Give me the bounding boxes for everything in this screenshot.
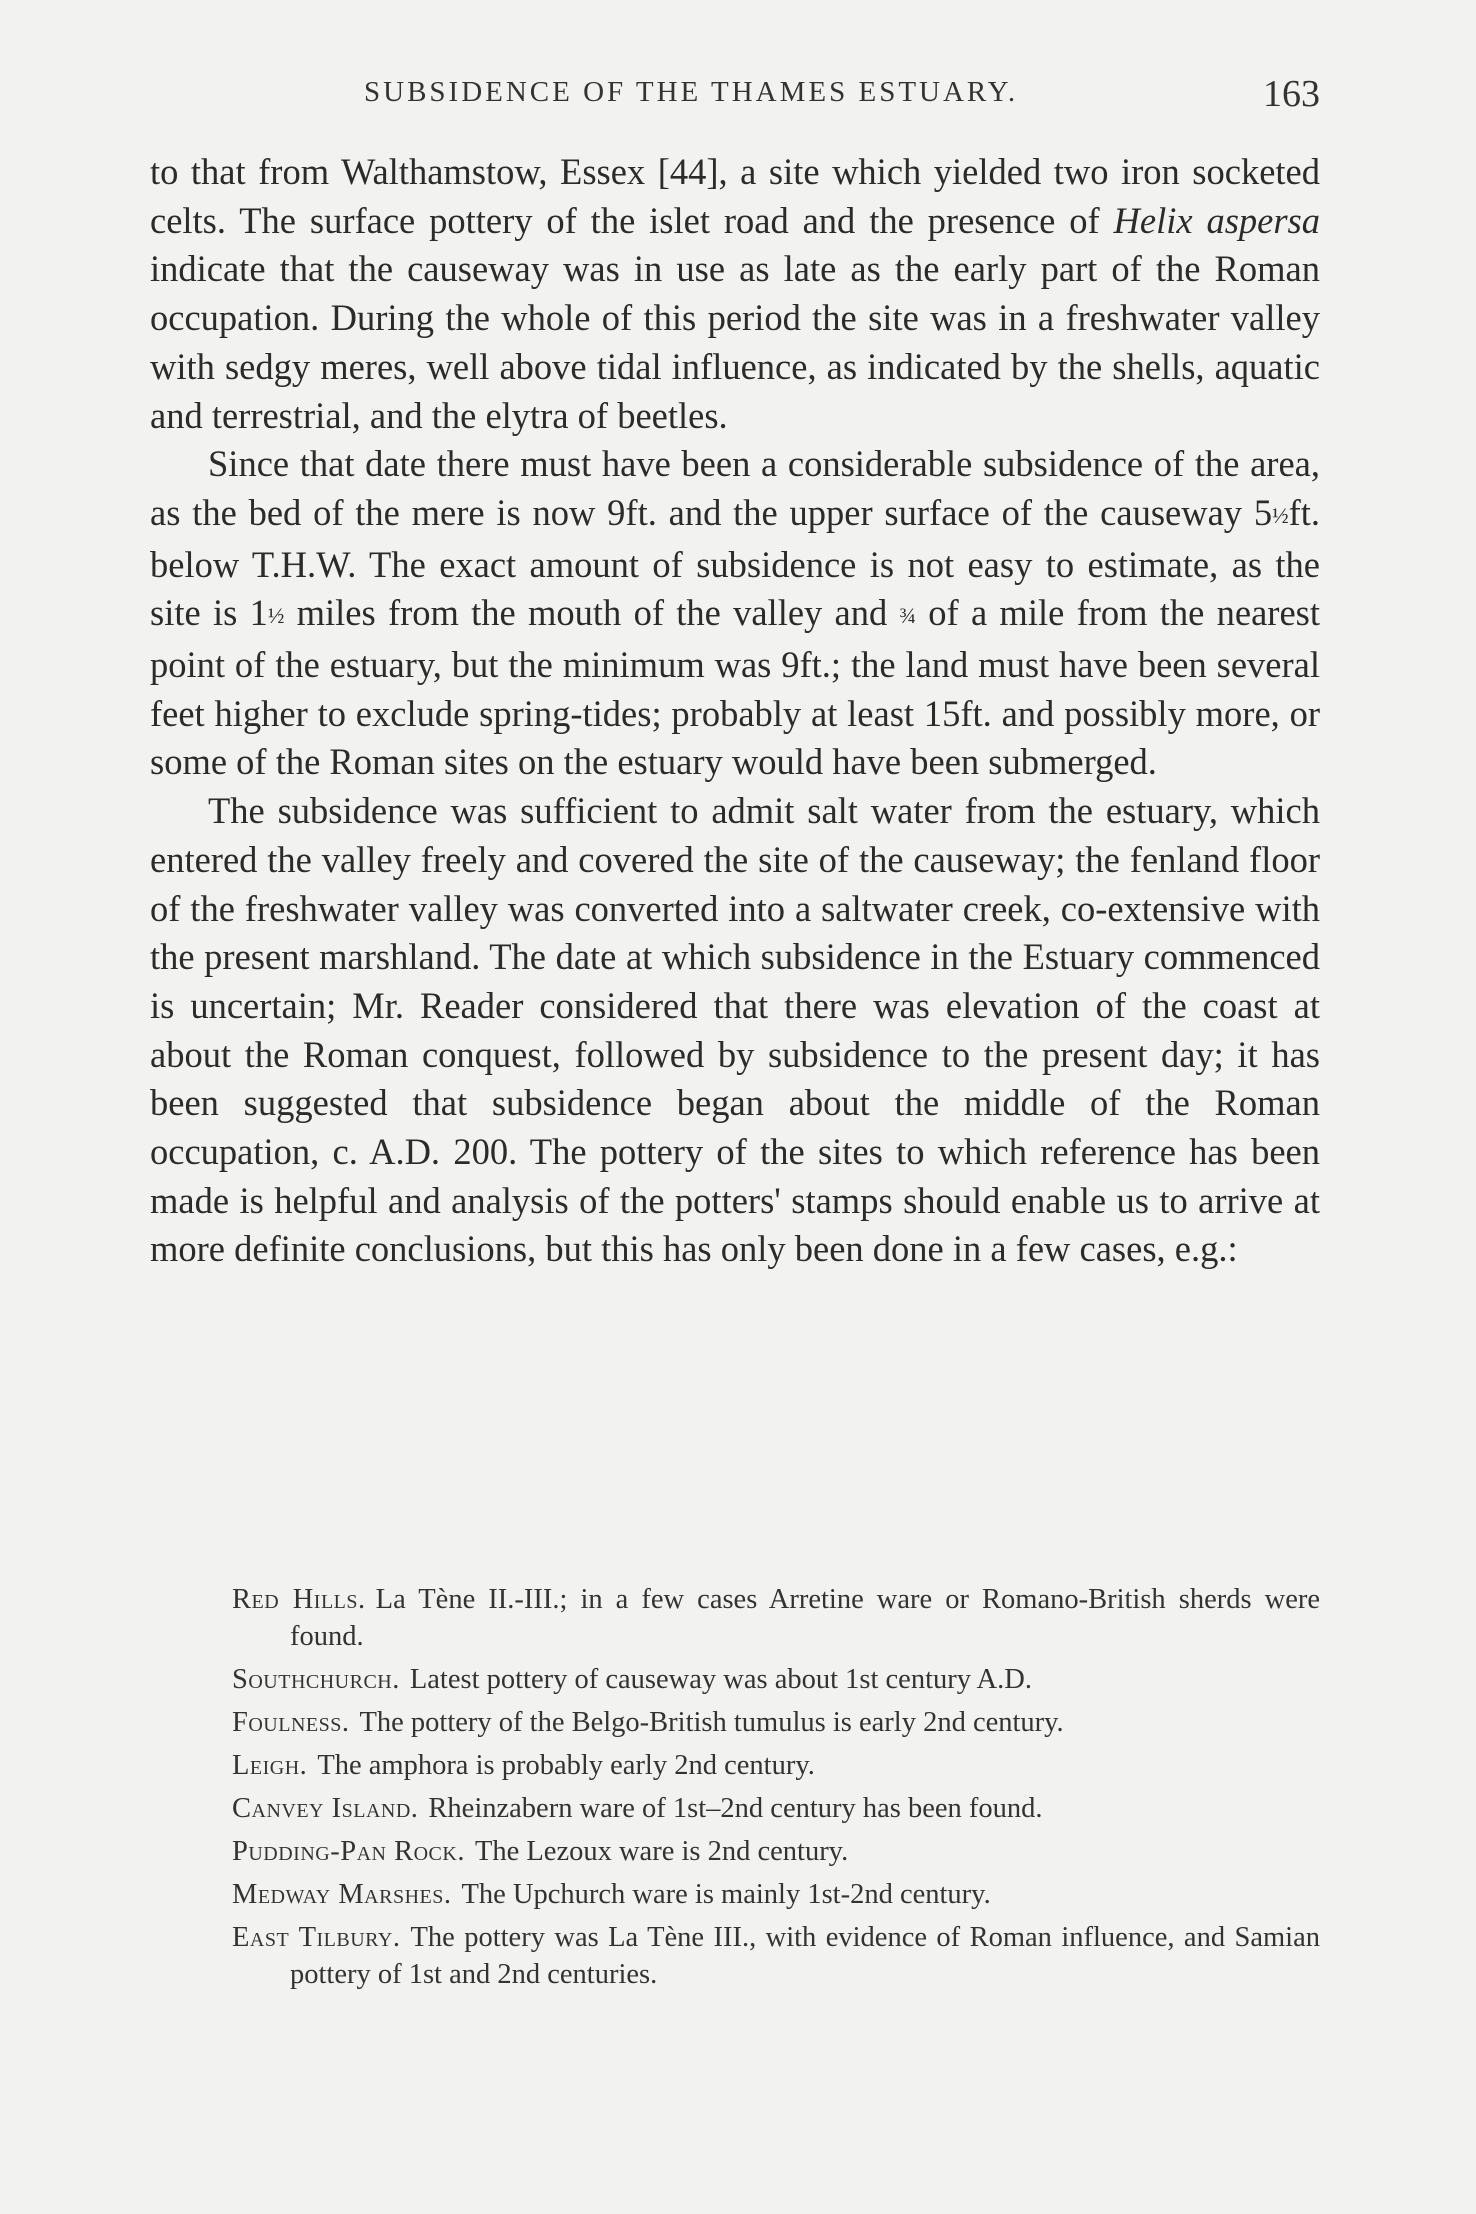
list-item	[232, 1581, 1320, 1655]
site-description: The pottery was La Tène III., with evidence of Roman influence, and Samian pottery of 1st and 2nd centuries.	[290, 1922, 1320, 1990]
list-item	[232, 1790, 1320, 1827]
site-name: Southchurch.	[232, 1664, 400, 1695]
site-description: Latest pottery of causeway was about 1st century A.D.	[409, 1664, 1032, 1695]
list-item	[232, 1661, 1320, 1698]
body-text	[150, 148, 1320, 1274]
paragraph-2-part-b: ft. below T.H.W. The exact amount of subsidence is not easy to estimate, as the site is 1	[150, 491, 1320, 634]
paragraph-3: The subsidence was sufficient to admit salt water from the estuary, which entered the valley freely and covered the site of the causeway; the fenland floor of the freshwater valley was converted into a saltwater creek, co-extensive with the present marshland. The date at which subsidence in the Estuary commenced is uncertain; Mr. Reader considered that there was elevation of the coast at about the Roman conquest, followed by subsidence to the present day; it has been suggested that subsidence began about the middle of the Roman occupation, c. A.D. 200. The pottery of the sites to which reference has been made is helpful and analysis of the potters' stamps should enable us to arrive at more definite conclusions, but this has only been done in a few cases, e.g.:	[150, 790, 1320, 1270]
paragraph-2	[150, 440, 1320, 787]
site-name: Medway Marshes.	[232, 1879, 452, 1910]
list-item	[232, 1919, 1320, 1993]
site-description: The pottery of the Belgo-British tumulus is early 2nd century.	[359, 1707, 1064, 1738]
site-description: The Upchurch ware is mainly 1st-2nd century.	[461, 1879, 991, 1910]
species-name: Helix aspersa	[1113, 199, 1321, 241]
list-item	[232, 1704, 1320, 1741]
site-name: Red Hills.	[232, 1584, 366, 1615]
list-item	[232, 1876, 1320, 1913]
site-name: East Tilbury.	[232, 1922, 401, 1953]
site-name: Leigh.	[232, 1750, 308, 1781]
site-description: The amphora is probably early 2nd century.	[317, 1750, 815, 1781]
running-title: SUBSIDENCE OF THE THAMES ESTUARY.	[364, 76, 1019, 108]
site-description: Rheinzabern ware of 1st–2nd century has been found.	[428, 1793, 1043, 1824]
site-name: Canvey Island.	[232, 1793, 419, 1824]
site-description: The Lezoux ware is 2nd century.	[474, 1836, 849, 1867]
page-number: 163	[1263, 73, 1320, 115]
paragraph-2-part-c: miles from the mouth of the valley and	[284, 592, 900, 634]
paragraph-1-part-b: indicate that the causeway was in use as late as the early part of the Roman occupation. During the whole of this period the site was in a freshwater valley with sedgy meres, well above tidal influence, as indicated by the shells, aquatic and terrestrial, and the elytra of beetles.	[150, 248, 1320, 436]
paragraph-2-part-d: of a mile from the nearest point of the estuary, but the minimum was 9ft.; the land must have been several feet higher to exclude spring-tides; probably at least 15ft. and possibly more, or some of the Roman sites on the estuary would have been submerged.	[150, 592, 1320, 783]
paragraph-1	[150, 148, 1320, 440]
list-item	[232, 1747, 1320, 1784]
site-name: Foulness.	[232, 1707, 350, 1738]
paragraph-2-part-a: Since that date there must have been a considerable subsidence of the area, as the bed of the mere is now 9ft. and the upper surface of the causeway 5	[150, 443, 1320, 533]
site-list	[232, 1581, 1320, 1999]
running-head	[150, 73, 1320, 116]
paragraph-1-part-a: to that from Walthamstow, Essex [44], a site which yielded two iron socketed celts. The surface pottery of the islet road and the presence of	[150, 151, 1320, 241]
site-description: La Tène II.-III.; in a few cases Arretine ware or Romano-British sherds were found.	[290, 1584, 1320, 1652]
fraction-three-quarters: ¾	[899, 603, 917, 629]
fraction-half: ½	[1272, 502, 1289, 528]
fraction-half: ½	[267, 603, 285, 629]
list-item	[232, 1833, 1320, 1870]
site-name: Pudding-Pan Rock.	[232, 1836, 465, 1867]
